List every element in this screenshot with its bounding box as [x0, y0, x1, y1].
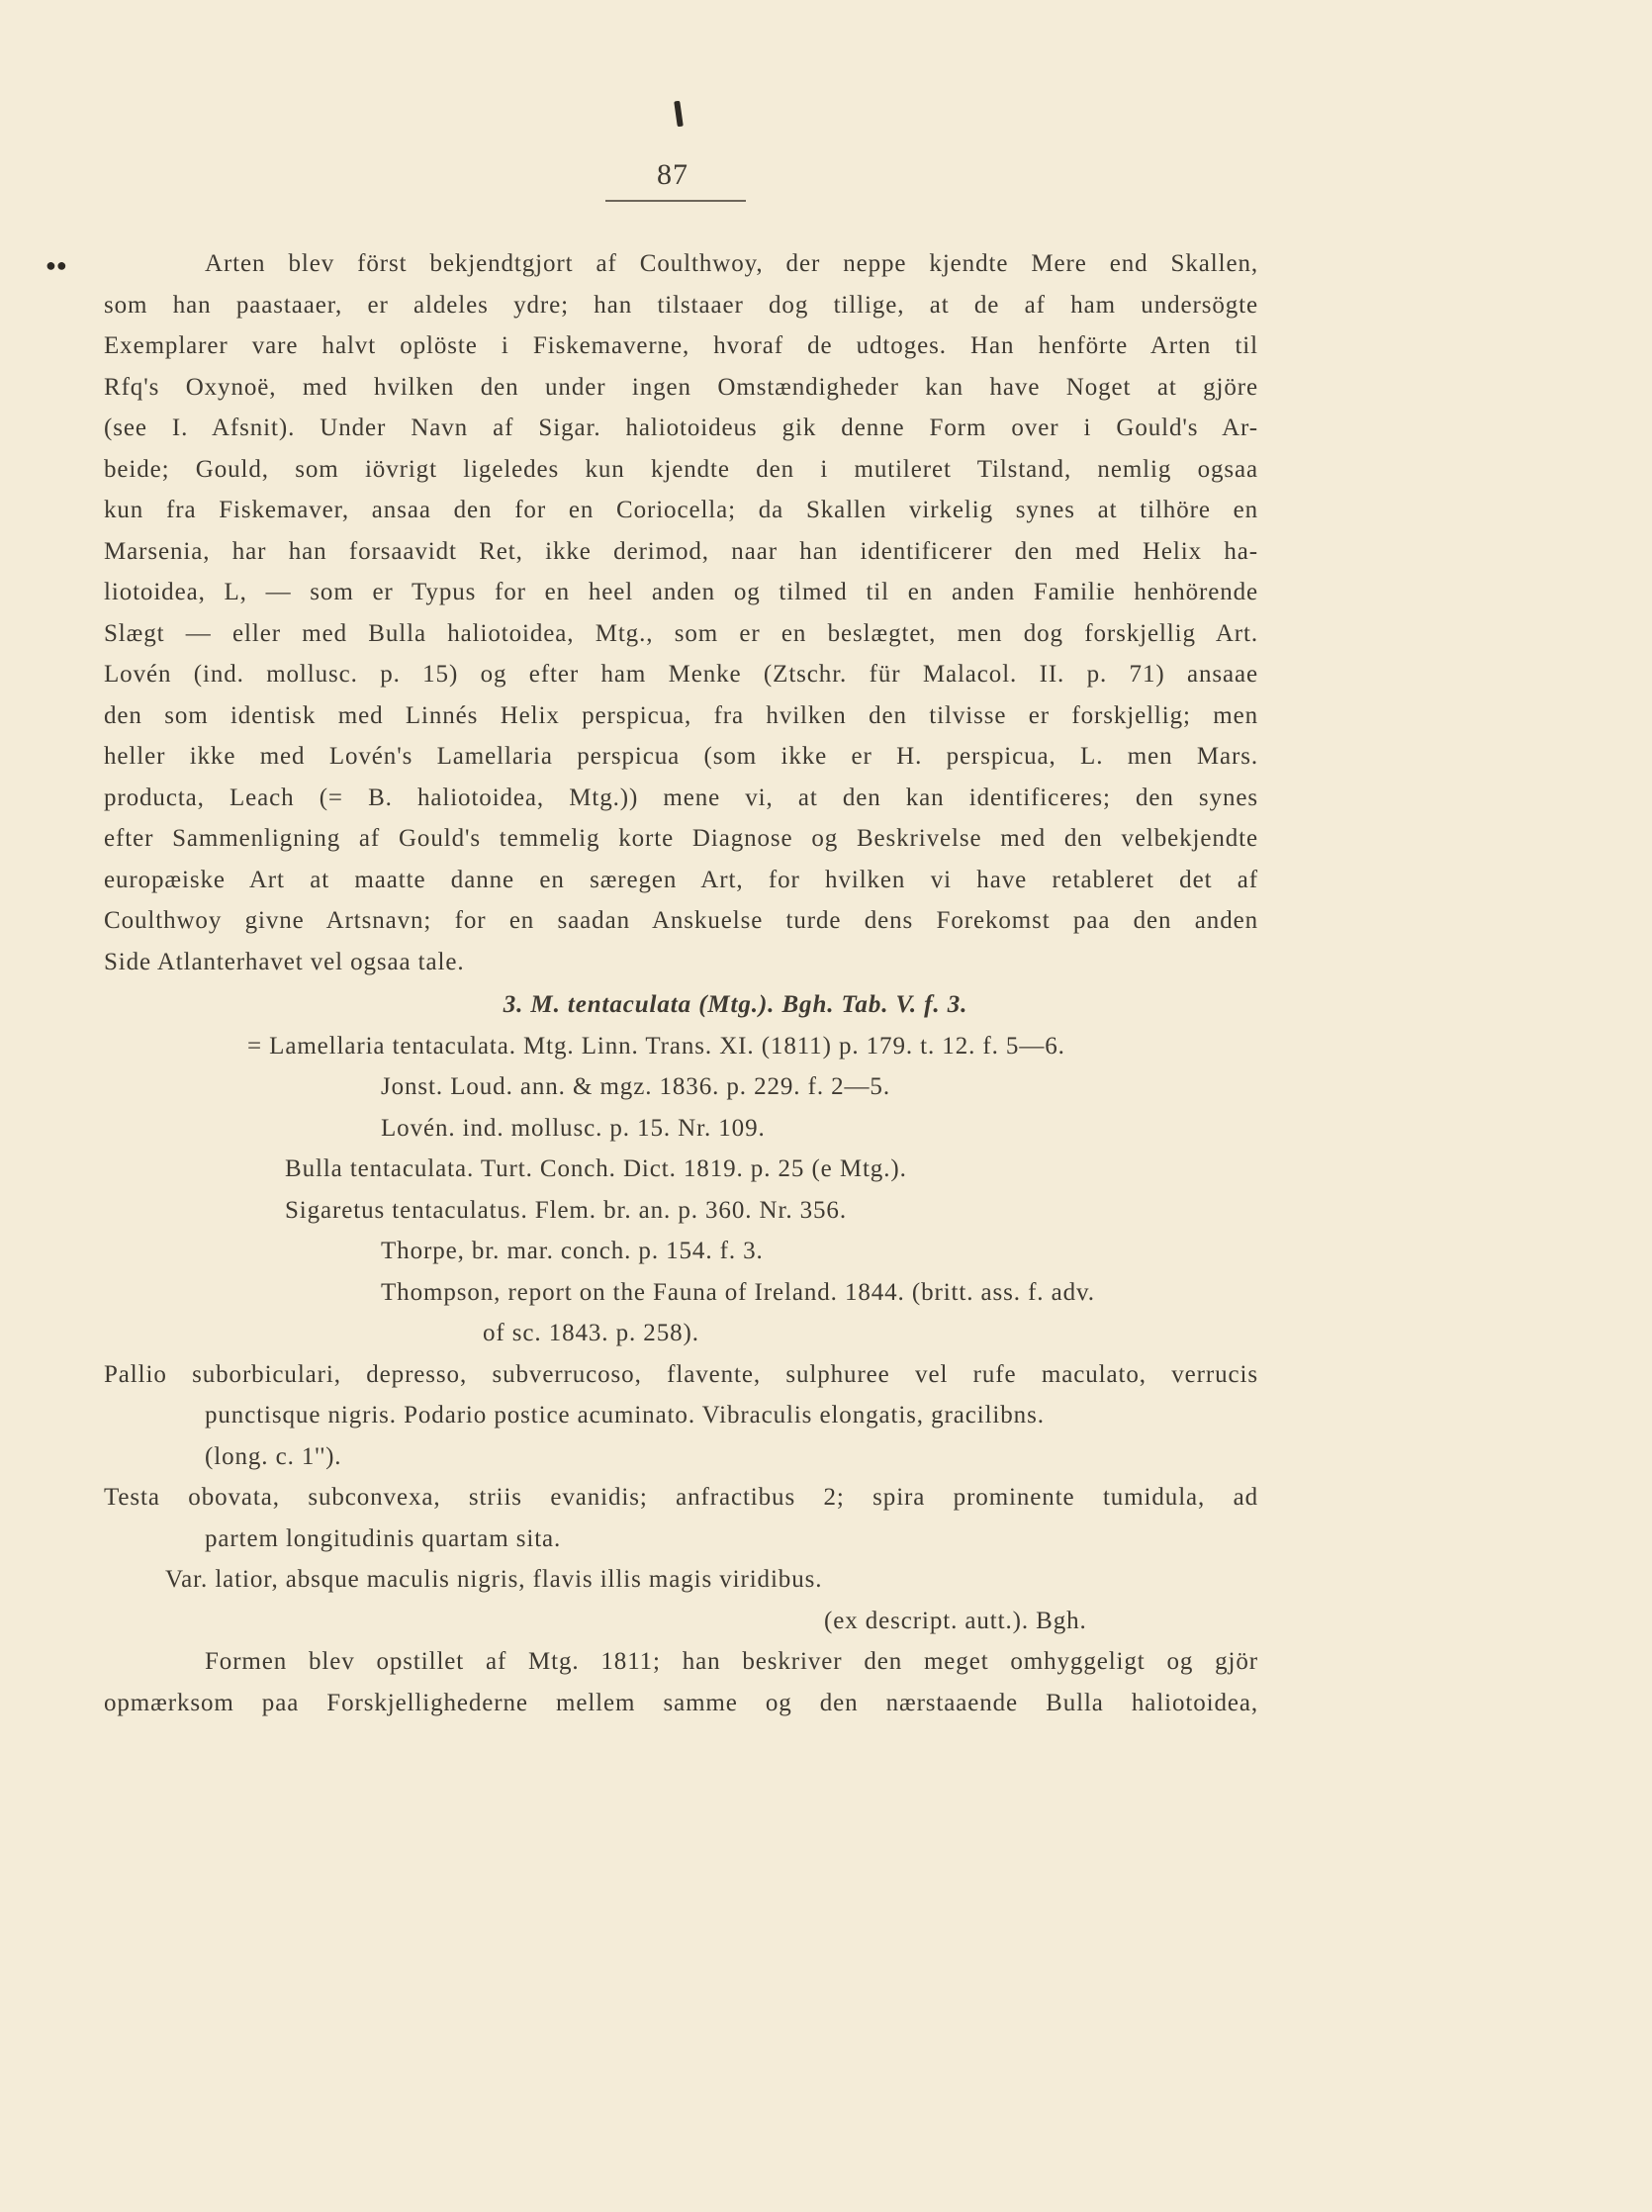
text-line: den som identisk med Linnés Helix perspicua, fra hvilken den tilvisse er forskjellig; men	[104, 701, 1258, 729]
diagnosis-line: Pallio suborbiculari, depresso, subverrucoso, flavente, sulphuree vel rufe maculato, verrucis	[104, 1360, 1258, 1388]
margin-marks: ●●	[46, 255, 67, 275]
synonym-line: Lovén. ind. mollusc. p. 15. Nr. 109.	[381, 1114, 766, 1142]
text-line: Coulthwoy givne Artsnavn; for en saadan Anskuelse turde dens Forekomst paa den anden	[104, 907, 1258, 934]
page-body	[104, 243, 1258, 1723]
text-line: (see I. Afsnit). Under Navn af Sigar. haliotoideus gik denne Form over i Gould's Ar-	[104, 415, 1258, 441]
page-number: 87	[657, 158, 688, 191]
species-heading: 3. M. tentaculata (Mtg.). Bgh. Tab. V. f. 3.	[503, 991, 968, 1018]
synonym-line: of sc. 1843. p. 258).	[483, 1320, 699, 1346]
text-line: europæiske Art at maatte danne en særegen Art, for hvilken vi have retableret det af	[104, 866, 1258, 893]
synonym-line: Sigaretus tentaculatus. Flem. br. an. p. 360. Nr. 356.	[285, 1196, 847, 1224]
diagnosis-line: partem longitudinis quartam sita.	[205, 1524, 562, 1552]
diagnosis-line: Var. latior, absque maculis nigris, flavis illis magis viridibus.	[165, 1566, 823, 1593]
text-line: Marsenia, har han forsaavidt Ret, ikke derimod, naar han identificerer den med Helix ha-	[104, 537, 1258, 565]
diagnosis-line: Testa obovata, subconvexa, striis evanidis; anfractibus 2; spira prominente tumidula, ad	[104, 1484, 1258, 1511]
text-line: Lovén (ind. mollusc. p. 15) og efter ham Menke (Ztschr. für Malacol. II. p. 71) ansaae	[104, 661, 1258, 688]
text-line: Slægt — eller med Bulla haliotoidea, Mtg., som er en beslægtet, men dog forskjellig Art.	[104, 619, 1258, 647]
text-line: efter Sammenligning af Gould's temmelig korte Diagnose og Beskrivelse med den velbekjendte	[104, 825, 1258, 852]
synonym-line: Jonst. Loud. ann. & mgz. 1836. p. 229. f. 2—5.	[381, 1073, 890, 1100]
synonym-line: = Lamellaria tentaculata. Mtg. Linn. Trans. XI. (1811) p. 179. t. 12. f. 5—6.	[247, 1032, 1065, 1060]
text-line: Arten blev först bekjendtgjort af Coulthwoy, der neppe kjendte Mere end Skallen,	[205, 250, 1258, 277]
text-line: liotoidea, L, — som er Typus for en heel anden og tilmed til en anden Familie henhörende	[104, 579, 1258, 605]
text-line: beide; Gould, som iövrigt ligeledes kun kjendte den i mutileret Tilstand, nemlig ogsaa	[104, 455, 1258, 483]
text-line: Formen blev opstillet af Mtg. 1811; han beskriver den meget omhyggeligt og gjör	[205, 1648, 1258, 1675]
synonym-line: Thorpe, br. mar. conch. p. 154. f. 3.	[381, 1238, 764, 1264]
synonym-line: Thompson, report on the Fauna of Ireland. 1844. (britt. ass. f. adv.	[381, 1278, 1095, 1306]
text-line: opmærksom paa Forskjellighederne mellem samme og den nærstaaende Bulla haliotoidea,	[104, 1689, 1258, 1716]
text-line: Side Atlanterhavet vel ogsaa tale.	[104, 948, 465, 975]
diagnosis-line: punctisque nigris. Podario postice acuminato. Vibraculis elongatis, gracilibns.	[205, 1402, 1045, 1429]
text-line: kun fra Fiskemaver, ansaa den for en Coriocella; da Skallen virkelig synes at tilhöre en	[104, 497, 1258, 523]
text-line: producta, Leach (= B. haliotoidea, Mtg.)) mene vi, at den kan identificeres; den synes	[104, 783, 1258, 811]
text-line: Rfq's Oxynoë, med hvilken den under ingen Omstændigheder kan have Noget at gjöre	[104, 373, 1258, 401]
diagnosis-attribution: (ex descript. autt.). Bgh.	[824, 1607, 1087, 1634]
diagnosis-line: (long. c. 1'').	[205, 1442, 342, 1470]
ink-mark	[674, 101, 684, 128]
text-line: Exemplarer vare halvt oplöste i Fiskemaverne, hvoraf de udtoges. Han henförte Arten til	[104, 332, 1258, 359]
text-line: som han paastaaer, er aldeles ydre; han tilstaaer dog tillige, at de af ham undersögte	[104, 291, 1258, 319]
page-number-rule	[605, 200, 746, 202]
synonym-line: Bulla tentaculata. Turt. Conch. Dict. 1819. p. 25 (e Mtg.).	[285, 1155, 907, 1182]
text-line: heller ikke med Lovén's Lamellaria perspicua (som ikke er H. perspicua, L. men Mars.	[104, 743, 1258, 770]
